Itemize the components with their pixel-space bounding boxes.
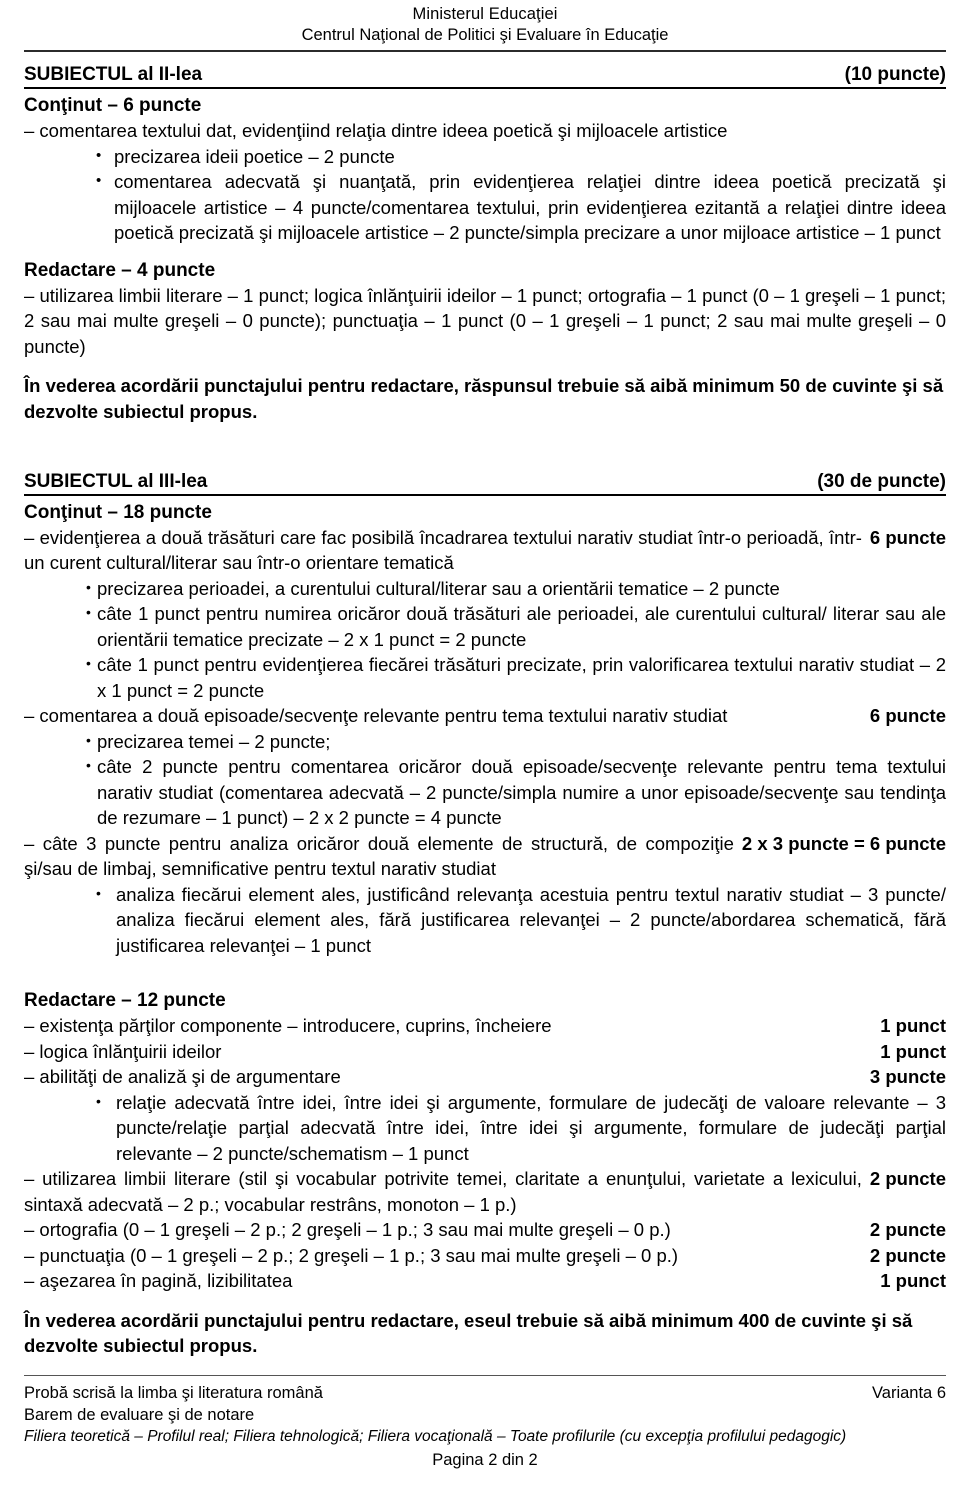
subject-3-redactare-bullets [24, 1090, 946, 1167]
row-text: – punctuaţia (0 – 1 greşeli – 2 p.; 2 greşeli – 1 p.; 3 sau mai multe greşeli – 0 p.) [24, 1244, 679, 1266]
subject-3-content-heading: Conţinut – 18 puncte [24, 501, 212, 523]
subject-3-redactare-row [24, 1013, 946, 1039]
score-label: 1 punct [880, 1015, 946, 1036]
footer-variant: Varianta 6 [872, 1384, 946, 1402]
score-label: 1 punct [880, 1270, 946, 1291]
subject-2-title: SUBIECTUL al II-lea [24, 64, 203, 85]
subject-2-redactare-heading: Redactare – 4 puncte [24, 259, 216, 281]
subject-2-content-heading: Conţinut – 6 puncte [24, 95, 202, 116]
footer-barem: Barem de evaluare şi de notare [24, 1406, 255, 1424]
list-item: • precizarea perioadei, a curentului cultural/literar sau a orientării tematice – 2 puncte [24, 576, 946, 602]
footer-filiera: Filiera teoretică – Profilul real; Filiera tehnologică; Filiera vocaţională – Toate profilurile (cu excepţia profilului pedagogic) [24, 1428, 847, 1445]
score-label: 2 puncte [869, 1168, 946, 1189]
spacer [24, 443, 946, 459]
subject-3-redactare-row [24, 1268, 946, 1294]
row-text: – aşezarea în pagină, lizibilitatea [24, 1270, 293, 1291]
list-item: • precizarea ideii poetice – 2 puncte [24, 144, 946, 170]
row-text: – utilizarea limbii literare (stil şi vocabular potrivite temei, claritate a enunţului, varietate a lexicului, sintaxă adecvată – 2 p.; vocabular restrâns, monoton – 1 p.) [24, 1168, 862, 1215]
subject-2-content-dash: – comentarea textului dat, evidenţiind relaţia dintre ideea poetică şi mijloacele artistice [24, 120, 728, 141]
center-name: Centrul Naţional de Politici şi Evaluare în Educaţie [301, 26, 669, 44]
list-item: • comentarea adecvată şi nuanţată, prin evidenţierea relaţiei dintre ideea poetică precizată şi mijloacele artistice – 4 puncte/comentarea textului, prin evidenţierea ezitantă a relaţiei dintre ideea poetică precizată şi mijloacele artistice – 2 puncte/simpla precizare a unor mijloace artistice – 1 punct [24, 169, 946, 246]
list-item: • precizarea temei – 2 puncte; [24, 729, 946, 755]
subject-3-heading [24, 469, 946, 496]
row-text: – abilităţi de analiză şi de argumentare [24, 1066, 341, 1087]
subject-3-points: (30 de puncte) [817, 470, 946, 492]
score-label: 2 puncte [869, 1219, 946, 1240]
footer-top-row [24, 1382, 946, 1404]
row-text: – existenţa părţilor componente – introducere, cuprins, încheiere [24, 1015, 552, 1036]
row-text: – ortografia (0 – 1 greşeli – 2 p.; 2 greşeli – 1 p.; 3 sau mai multe greşeli – 0 p.) [24, 1219, 671, 1240]
subject-3-redactare-row [24, 1064, 946, 1090]
spacer [24, 246, 946, 254]
footer-divider [24, 1375, 946, 1376]
score-label: 1 punct [880, 1040, 946, 1062]
list-item: • analiza fiecărui element ales, justificând relevanţa acestuia pentru textul narativ studiat – 3 puncte/ analiza fiecărui element ales, fără justificarea relevanţei – 2 puncte/abordarea schematică, fără justificarea relevanţei – 1 punct [24, 882, 946, 959]
subject-2-points: (10 puncte) [844, 64, 946, 85]
row-text: – logica înlănţuirii ideilor [24, 1040, 222, 1062]
subject-2-redactare-text: – utilizarea limbii literare – 1 punct; logica înlănţuirii ideilor – 1 punct; ortografia – 1 punct (0 – 1 greşeli – 1 punct; 2 sau mai multe greşeli – 0 puncte); punctuaţia – 1 punct (0 – 1 greşeli – 1 punct; 2 sau mai multe greşeli – 0 puncte) [24, 284, 946, 357]
subject-2-note: În vederea acordării punctajului pentru redactare, răspunsul trebuie să aibă minimum 50 de cuvinte şi să dezvolte subiectul propus. [24, 375, 944, 422]
subject-3-item-1 [24, 525, 946, 576]
document-footer [24, 1375, 946, 1471]
score-label: 3 puncte [869, 1066, 946, 1087]
subject-3-redactare-row [24, 1217, 946, 1243]
list-item: • câte 1 punct pentru numirea oricăror două trăsături ale perioadei, ale curentului cultural/ literar sau ale orientării tematice precizate – 2 x 1 punct = 2 puncte [24, 601, 946, 652]
subject-3-item-1-bullets [24, 576, 946, 704]
subject-3-item-3 [24, 831, 946, 882]
spacer [24, 958, 946, 984]
document-header [24, 0, 946, 46]
subject-3-item-3-text: – câte 3 puncte pentru analiza oricăror două elemente de structură, de compoziţie şi/sau de limbaj, semnificative pentru textul narativ studiat [24, 832, 734, 879]
subject-3-item-2-score: 6 puncte [869, 705, 946, 726]
subject-3-title: SUBIECTUL al III-lea [24, 470, 208, 492]
subject-3-item-3-score: 2 x 3 puncte = 6 puncte [741, 832, 946, 854]
header-divider [24, 50, 946, 52]
footer-exam-title: Probă scrisă la limba şi literatura română [24, 1384, 323, 1402]
subject-3-redactare-row [24, 1243, 946, 1269]
subject-3-redactare-row [24, 1166, 946, 1217]
subject-3-item-1-score: 6 puncte [869, 526, 946, 548]
subject-3-item-2 [24, 703, 946, 729]
subject-2-content-bullets [24, 144, 946, 246]
subject-3-item-2-bullets [24, 729, 946, 831]
subject-3-item-2-text: – comentarea a două episoade/secvenţe relevante pentru tema textului narativ studiat [24, 705, 728, 726]
list-item: • câte 2 puncte pentru comentarea oricăror două episoade/secvenţe relevante pentru tema textului narativ studiat (comentarea adecvată – 2 puncte/simpla numire a unor episoade/secvenţe sau tendinţa de rezumare – 1 punct) – 2 x 2 puncte = 4 puncte [24, 754, 946, 831]
score-label: 2 puncte [869, 1244, 946, 1266]
subject-3-item-1-text: – evidenţierea a două trăsături care fac posibilă încadrarea textului narativ studiat într-o perioadă, într-un curent cultural/literar sau într-o orientare tematică [24, 526, 862, 573]
subject-2-heading [24, 62, 946, 89]
subject-3-redactare-heading: Redactare – 12 puncte [24, 990, 226, 1011]
footer-page-number: Pagina 2 din 2 [432, 1451, 538, 1469]
subject-3-item-3-bullets [24, 882, 946, 959]
list-item: • câte 1 punct pentru evidenţierea fiecărei trăsături precizate, prin valorificarea textului narativ studiat – 2 x 1 punct = 2 puncte [24, 652, 946, 703]
list-item: • relaţie adecvată între idei, între idei şi argumente, formulare de judecăţi de valoare relevante – 3 puncte/relaţie parţial adecvată între idei, între idei şi argumente, formulare de judecăţi parţial relevante – 2 puncte/schematism – 1 punct [24, 1090, 946, 1167]
subject-3-redactare-row [24, 1039, 946, 1065]
subject-3-note: În vederea acordării punctajului pentru redactare, eseul trebuie să aibă minimum 400 de cuvinte şi să dezvolte subiectul propus. [24, 1309, 913, 1356]
ministry-name: Ministerul Educaţiei [412, 5, 558, 23]
